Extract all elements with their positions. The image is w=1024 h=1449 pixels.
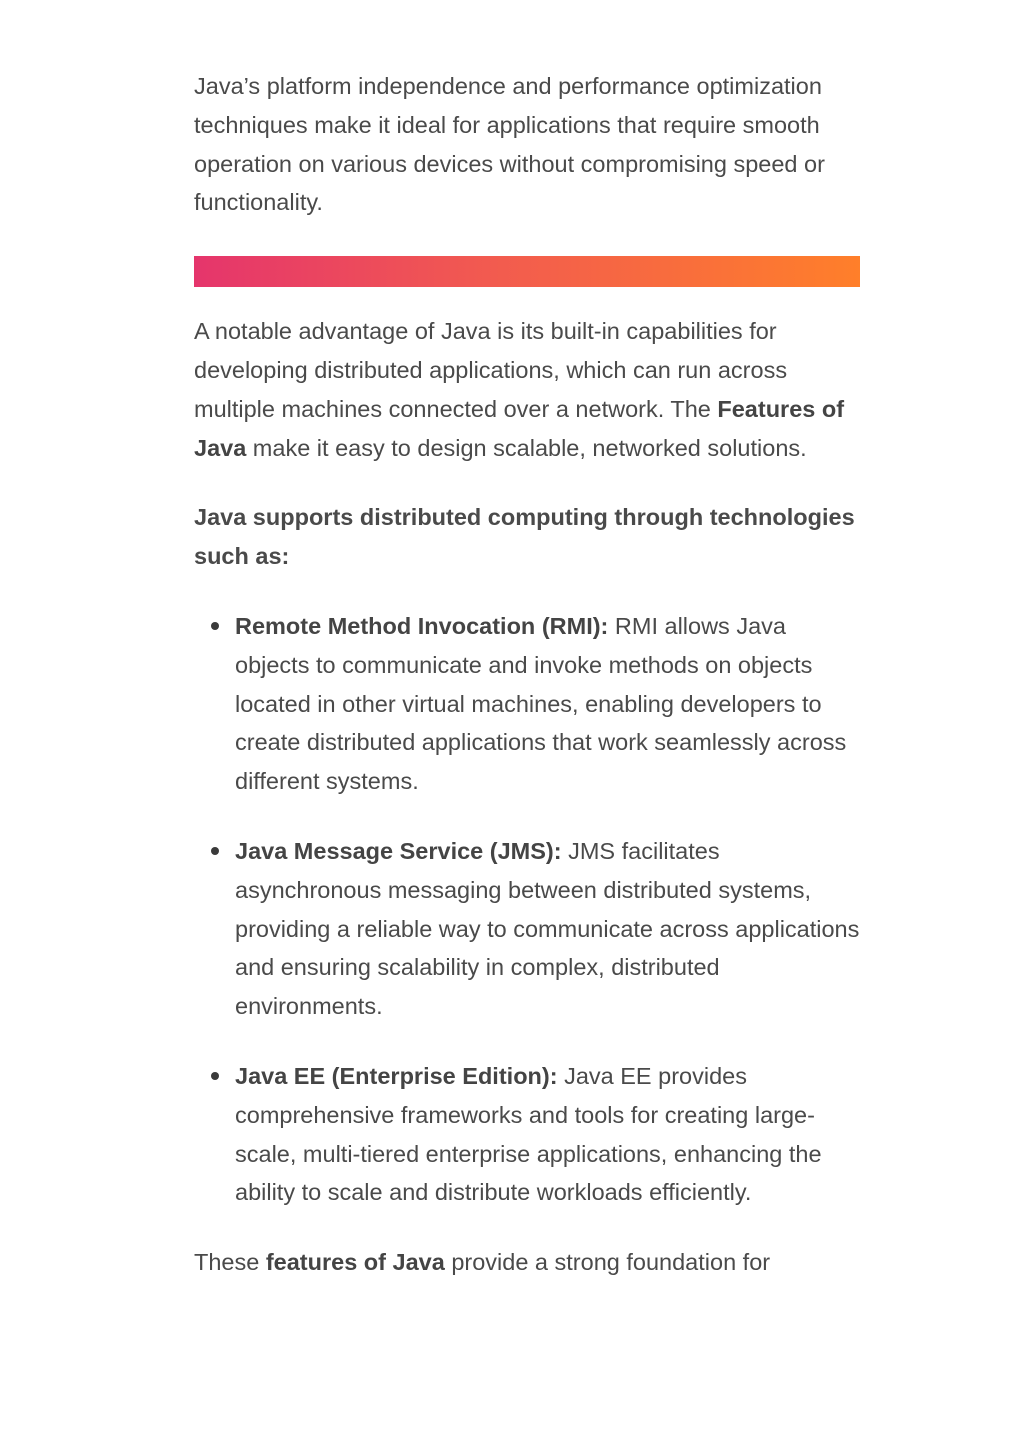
advantage-text-after: make it easy to design scalable, networked solutions.: [246, 434, 807, 461]
closing-paragraph: [194, 1243, 860, 1282]
list-item-text: Java EE provides comprehensive frameworks and tools for creating large-scale, multi-tiered enterprise applications, enhancing the ability to scale and distribute workloads efficiently.: [235, 1062, 822, 1206]
list-item-term: Java Message Service (JMS):: [235, 837, 562, 864]
gradient-divider: [194, 256, 860, 287]
bullet-icon: [211, 622, 219, 630]
bullet-icon: [211, 1072, 219, 1080]
list-item-text: RMI allows Java objects to communicate and invoke methods on objects located in other virtual machines, enabling developers to create distributed applications that work seamlessly across different systems.: [235, 612, 847, 795]
closing-text-after: provide a strong foundation for: [444, 1249, 771, 1276]
section-heading: Java supports distributed computing through technologies such as:: [194, 504, 855, 570]
advantage-text-before: A notable advantage of Java is its built-in capabilities for developing distributed applications, which can run across multiple machines connected over a network. The: [194, 318, 788, 422]
list-item: [194, 607, 860, 801]
intro-paragraph: Java’s platform independence and performance optimization techniques make it ideal for applications that require smooth operation on various devices without compromising speed or functionality.: [194, 73, 825, 216]
list-item: [194, 832, 860, 1026]
closing-text-before: These: [194, 1249, 266, 1276]
bullet-icon: [211, 847, 219, 855]
list-item-term: Remote Method Invocation (RMI):: [235, 612, 609, 639]
advantage-paragraph: [194, 312, 860, 467]
list-item-text: JMS facilitates asynchronous messaging between distributed systems, providing a reliable way to communicate across applications and ensuring scalability in complex, distributed environments.: [235, 837, 860, 1020]
advantage-bold-text: Features of Java: [194, 395, 845, 461]
technology-list: [194, 607, 860, 1212]
list-item-term: Java EE (Enterprise Edition):: [235, 1062, 558, 1089]
article-body: [194, 67, 860, 1282]
closing-bold-text: features of Java: [265, 1249, 445, 1276]
list-item: [194, 1057, 860, 1212]
